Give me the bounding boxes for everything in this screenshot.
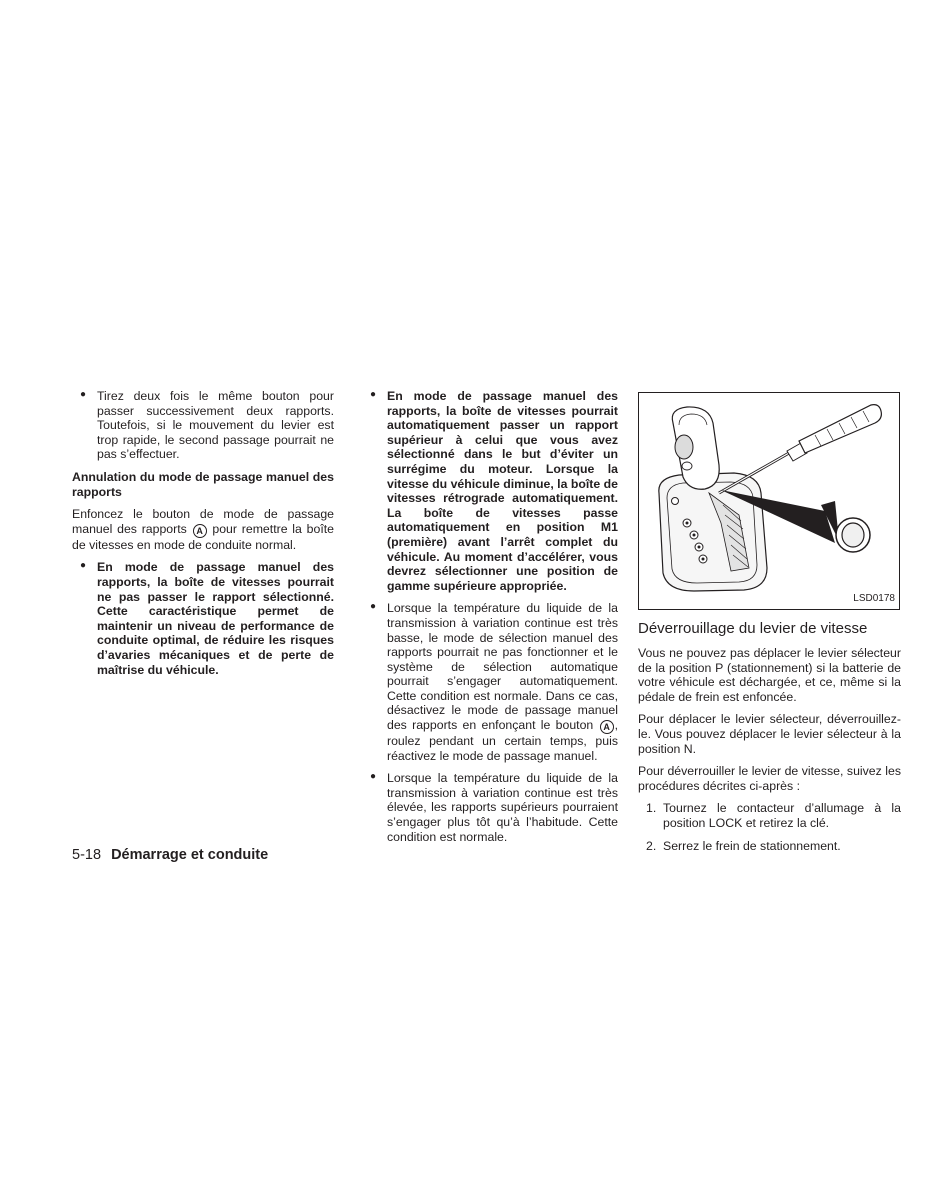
procedure-step xyxy=(638,801,901,830)
bullet-gear-not-engaged: ● En mode de passage manuel des rapports, la boîte de vitesses pourrait ne pas passer le rapport sélectionné. Cette caractéristique permet de maintenir un niveau de performance de conduite optimal, de réduire les risques d’avaries mécaniques et de perte de maîtrise du véhicule. xyxy=(72,560,334,677)
section-title: Déverrouillage du levier de vitesse xyxy=(638,620,868,637)
text-after-marker: pour remettre la boîte de vitesses en mode de conduite normal. xyxy=(72,521,334,552)
paragraph-unlock-lever: Pour déplacer le levier sélecteur, déverrouillez-le. Vous pouvez déplacer le levier sélecteur à la position N. xyxy=(638,712,901,756)
text-before-marker: Enfoncez le bouton de mode de passage manuel des rapports xyxy=(72,507,334,536)
step-text: Tournez le contacteur d’allumage à la position LOCK et retirez la clé. xyxy=(663,801,901,830)
text-after-marker: , roulez pendant un certain temps, puis réactivez le mode de passage manuel. xyxy=(387,718,618,763)
bullet-high-temperature: ● Lorsque la température du liquide de la transmission à variation continue est très élevée, les rapports supérieurs pourraient s’engager plus tôt qu’à l’habitude. Cette condition est normale. xyxy=(362,771,618,844)
figure-code: LSD0178 xyxy=(853,593,895,605)
step-number: 1. xyxy=(646,801,657,816)
page-number: 5-18 xyxy=(72,847,102,863)
right-column xyxy=(638,392,901,861)
shift-console-drawing xyxy=(639,393,899,609)
procedure-step xyxy=(638,839,901,854)
paragraph-cancel-manual-mode xyxy=(72,507,334,552)
step-number: 2. xyxy=(646,838,657,853)
left-column xyxy=(72,389,334,685)
shift-lock-release-illustration xyxy=(638,392,900,610)
paragraph-procedure-intro: Pour déverrouiller le levier de vitesse, suivez les procédures décrites ci-après : xyxy=(638,764,901,793)
paragraph-battery-discharged: Vous ne pouvez pas déplacer le levier sélecteur de la position P (stationnement) si la batterie de votre véhicule est déchargée, et ce, même si la pédale de frein est enfoncée. xyxy=(638,646,901,704)
bullet-double-pull: ● Tirez deux fois le même bouton pour passer successivement deux rapports. Toutefois, si le mouvement du levier est trop rapide, le second passage pourrait ne pas s’effectuer. xyxy=(72,389,334,462)
page-footer xyxy=(72,847,268,863)
subheading-cancel-manual-mode: Annulation du mode de passage manuel des rapports xyxy=(72,469,334,499)
step-text: Serrez le frein de stationnement. xyxy=(663,838,841,853)
bullet-auto-upshift: ● En mode de passage manuel des rapports, la boîte de vitesses pourrait automatiquement passer un rapport supérieur à celui que vous avez sélectionné dans le but d’éviter un surrégime du moteur. Lorsque la vitesse du véhicule diminue, la boîte de vitesses rétrograde automatiquement. La boîte de vitesses passe automatiquement en position M1 (première) avant l’arrêt complet du véhicule. Au moment d’accélérer, vous devrez sélectionner une position de gamme supérieure appropriée. xyxy=(362,389,618,593)
callout-marker-a: A xyxy=(193,524,207,538)
middle-column xyxy=(362,389,618,852)
chapter-title: Démarrage et conduite xyxy=(111,847,269,863)
text-before-marker: Lorsque la température du liquide de la transmission à variation continue est très basse, le mode de sélection manuel des rapports pourrait ne pas fonctionner et le système de sélection automatique pourrait s’engager automatiquement. Cette condition est normale. Dans ce cas, désactivez le mode de passage manuel des rapports en enfonçant le bouton xyxy=(387,601,618,733)
callout-marker-a: A xyxy=(600,720,614,734)
bullet-low-temperature xyxy=(362,601,618,763)
procedure-steps xyxy=(638,801,901,853)
